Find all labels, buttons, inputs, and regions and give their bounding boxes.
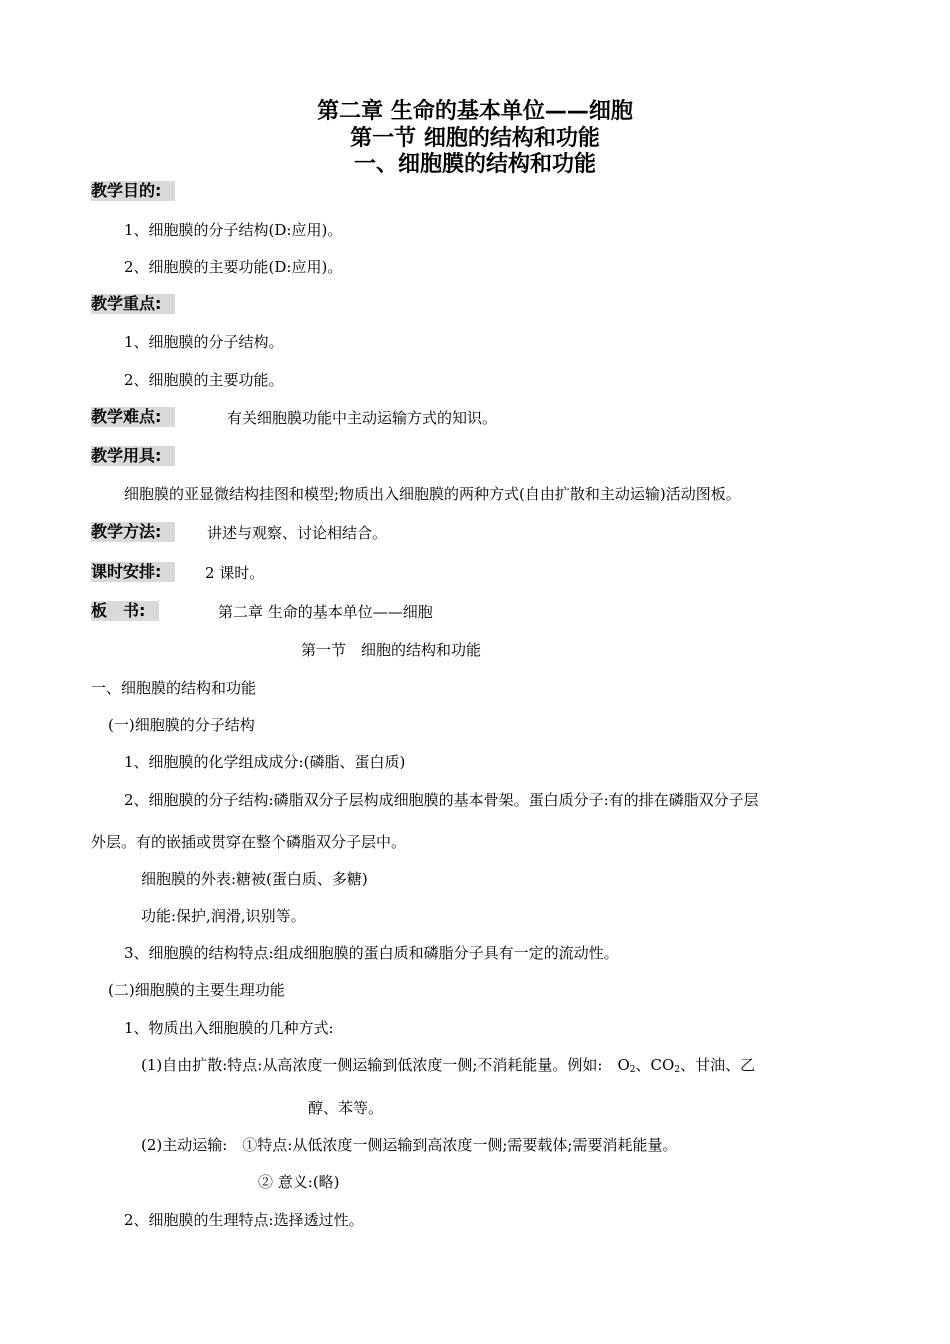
tools-heading: 教学用具: (91, 446, 175, 466)
board-line: 醇、苯等。 (308, 1099, 384, 1117)
methods-text: 讲述与观察、讨论相结合。 (207, 524, 388, 542)
schedule-text: 2 课时。 (205, 564, 265, 582)
tools-text: 细胞膜的亚显微结构挂图和模型;物质出入细胞膜的两种方式(自由扩散和主动运输)活动图板。 (124, 485, 741, 503)
board-line: (2)主动运输: ①特点:从低浓度一侧运输到高浓度一侧;需要载体;需要消耗能量。 (141, 1136, 678, 1154)
objectives-heading: 教学目的: (91, 181, 175, 201)
diffusion-examples: 、甘油、乙 (680, 1056, 756, 1074)
key-point-item: 1、细胞膜的分子结构。 (124, 333, 284, 351)
board-line: (二)细胞膜的主要生理功能 (108, 981, 285, 999)
board-line: 1、物质出入细胞膜的几种方式: (124, 1019, 334, 1037)
section-title: 第一节 细胞的结构和功能 (350, 126, 600, 151)
methods-heading: 教学方法: (91, 522, 175, 542)
board-line: (一)细胞膜的分子结构 (108, 716, 255, 734)
key-points-heading: 教学重点: (91, 294, 175, 314)
board-line: 功能:保护,润滑,识别等。 (141, 907, 306, 925)
board-line: 外层。有的嵌插或贯穿在整个磷脂双分子层中。 (91, 833, 407, 851)
board-heading: 板 书: (91, 601, 159, 621)
board-line: 1、细胞膜的化学组成成分:(磷脂、蛋白质) (124, 753, 406, 771)
board-line-diffusion: (1)自由扩散:特点:从高浓度一侧运输到低浓度一侧;不消耗能量。例如: $O_2$、$CO_2$、甘油、乙 (141, 1056, 756, 1075)
board-line: 2、细胞膜的生理特点:选择透过性。 (124, 1211, 364, 1229)
board-line: 3、细胞膜的结构特点:组成细胞膜的蛋白质和磷脂分子具有一定的流动性。 (124, 944, 619, 962)
board-line: 细胞膜的外表:糖被(蛋白质、多糖) (141, 870, 368, 888)
board-line: ② 意义:(略) (258, 1173, 340, 1191)
subsection-title: 一、细胞膜的结构和功能 (353, 152, 596, 177)
board-line: 2、细胞膜的分子结构:磷脂双分子层构成细胞膜的基本骨架。蛋白质分子:有的排在磷脂双分子层 (124, 791, 759, 809)
diffusion-text: (1)自由扩散:特点:从高浓度一侧运输到低浓度一侧;不消耗能量。例如: (141, 1056, 603, 1074)
chapter-title: 第二章 生命的基本单位——细胞 (317, 99, 633, 124)
difficulty-heading: 教学难点: (91, 407, 175, 427)
board-chapter-line: 第二章 生命的基本单位——细胞 (218, 603, 433, 621)
key-point-item: 2、细胞膜的主要功能。 (124, 371, 284, 389)
o2-formula: $O_2$ (617, 1056, 636, 1075)
objective-item: 2、细胞膜的主要功能(D:应用)。 (124, 258, 343, 276)
board-line: 一、细胞膜的结构和功能 (91, 679, 257, 697)
difficulty-text: 有关细胞膜功能中主动运输方式的知识。 (227, 409, 498, 427)
objective-item: 1、细胞膜的分子结构(D:应用)。 (124, 221, 343, 239)
schedule-heading: 课时安排: (91, 562, 175, 582)
board-section-line: 第一节 细胞的结构和功能 (301, 641, 482, 659)
co2-formula: $CO_2$ (650, 1056, 681, 1075)
